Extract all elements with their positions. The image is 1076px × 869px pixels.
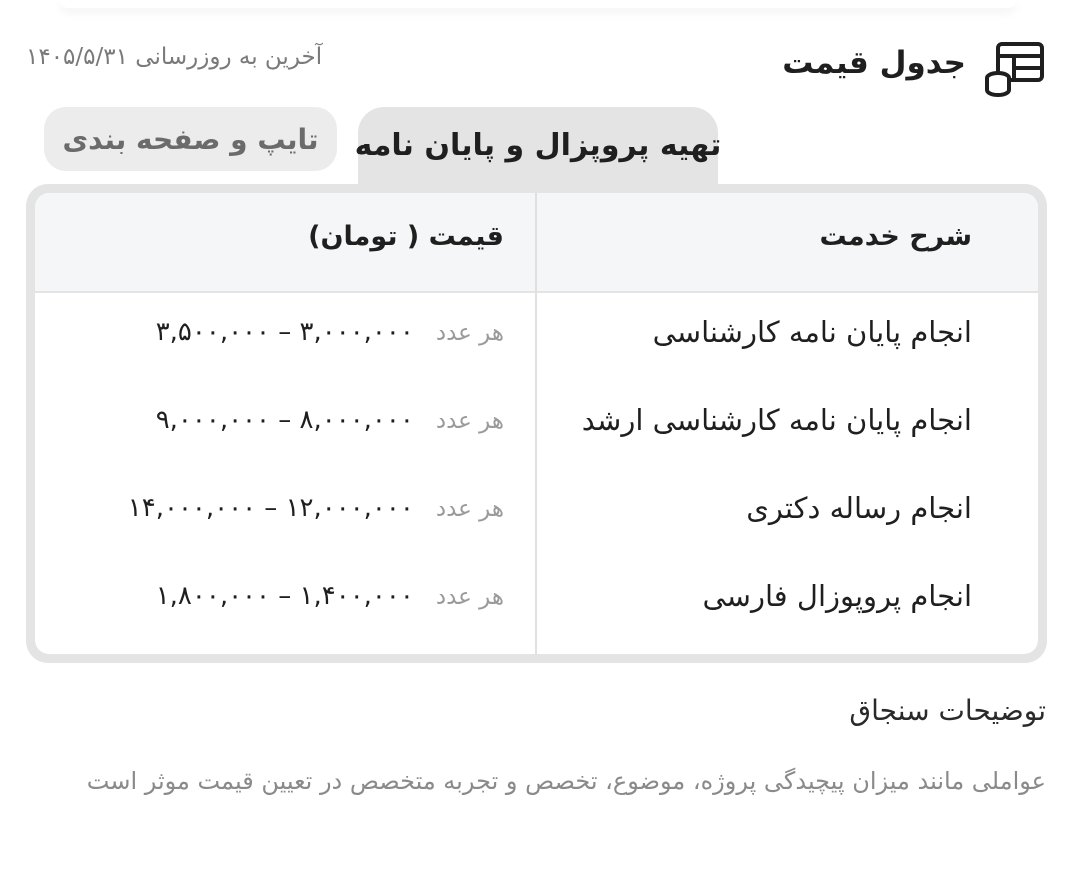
price-cell <box>156 405 504 435</box>
table-row <box>35 381 1038 469</box>
price-unit: هر عدد <box>435 584 504 610</box>
column-header-service: شرح خدمت <box>819 221 972 252</box>
tab-typing-layout[interactable] <box>44 107 337 171</box>
tab-label: تهیه پروپزال و پایان نامه <box>354 127 722 163</box>
column-header-price: قیمت ( تومان) <box>308 221 504 252</box>
price-table-icon <box>984 36 1046 98</box>
header <box>26 36 1046 98</box>
price-range: ۱۲,۰۰۰,۰۰۰ – ۱۴,۰۰۰,۰۰۰ <box>127 493 414 523</box>
price-unit: هر عدد <box>435 496 504 522</box>
table-row <box>35 469 1038 557</box>
tab-label: تایپ و صفحه بندی <box>62 122 319 156</box>
notes-body: عواملی مانند میزان پیچیدگی پروژه، موضوع، تخصص و تجربه متخصص در تعیین قیمت موثر است <box>86 767 1046 795</box>
table-row <box>35 293 1038 381</box>
service-cell: انجام پروپوزال فارسی <box>702 579 972 613</box>
service-cell: انجام پایان نامه کارشناسی <box>652 315 972 349</box>
page-title: جدول قیمت <box>782 45 966 81</box>
price-cell <box>156 581 504 611</box>
notes-title: توضیحات سنجاق <box>849 694 1046 727</box>
price-range: ۸,۰۰۰,۰۰۰ – ۹,۰۰۰,۰۰۰ <box>155 405 414 435</box>
price-range: ۱,۴۰۰,۰۰۰ – ۱,۸۰۰,۰۰۰ <box>155 581 414 611</box>
service-cell: انجام رساله دکتری <box>746 491 972 525</box>
price-table <box>35 193 1038 654</box>
title-group <box>782 36 1046 98</box>
price-cell <box>156 317 504 347</box>
price-unit: هر عدد <box>435 320 504 346</box>
tab-proposal-thesis[interactable] <box>354 107 722 187</box>
service-cell: انجام پایان نامه کارشناسی ارشد <box>581 403 972 437</box>
tab-bar <box>0 107 1076 187</box>
price-cell <box>128 493 504 523</box>
table-row <box>35 557 1038 645</box>
price-range: ۳,۰۰۰,۰۰۰ – ۳,۵۰۰,۰۰۰ <box>155 317 414 347</box>
last-update-text: آخرین به روزرسانی ۱۴۰۵/۵/۳۱ <box>26 44 323 70</box>
price-unit: هر عدد <box>435 408 504 434</box>
price-table-card <box>26 184 1047 663</box>
top-card-edge <box>60 0 1016 8</box>
